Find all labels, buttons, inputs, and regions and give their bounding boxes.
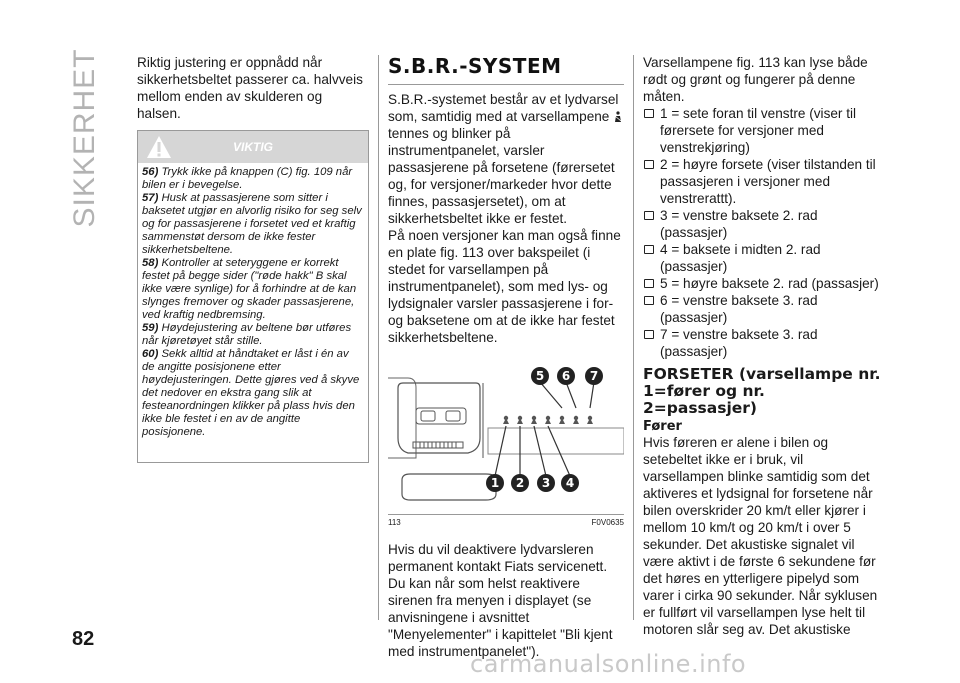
checkbox-bullet-icon xyxy=(644,109,654,118)
page-number: 82 xyxy=(72,628,95,650)
lamp-list-item: 7 = venstre baksete 3. rad (passasjer) xyxy=(643,326,883,360)
figure-number: 113 xyxy=(388,518,401,527)
column-divider xyxy=(633,55,634,620)
lamp-list-item: 6 = venstre baksete 3. rad (passasjer) xyxy=(643,292,883,326)
forseter-heading: FORSETER (varsellampe nr. 1=fører og nr. 2=passasjer) xyxy=(643,365,881,417)
svg-text:1: 1 xyxy=(490,476,500,490)
figure-code: F0V0635 xyxy=(591,518,624,527)
svg-text:2: 2 xyxy=(515,476,525,490)
svg-text:5: 5 xyxy=(535,369,545,383)
warning-item: 60) Sekk alltid at håndtaket er låst i én av de angitte posisjonene etter høydejusteringen. Dette gjøres ved å skyve det nedover en ekstra gang slik at festeanordningen klikker på plass hvis den ikke ble festet i en av de angitte posisjonene. xyxy=(142,348,360,438)
warning-item: 57) Husk at passasjerene som sitter i baksetet utgjør en alvorlig risiko for seg selv og for passasjerene i forsetet ved et kraftig sammenstøt dersom de ikke fester sikkerhetsbeltene. xyxy=(142,192,362,256)
column-1 xyxy=(137,54,369,122)
forer-paragraph: Hvis føreren er alene i bilen og setebeltet ikke er i bruk, vil varsellampen blinke samtidig som det aktiveres et lydsignal for forsetene når bilen overskrider 20 km/t eller kjører i mellom 10 km/t og 20 km/t i over 5 sekunder. Det akustiske signalet vil være aktivt i de første 6 sekundene før det høres en ytterligere pipelyd som varer i cirka 90 sekunder. Når syklusen er fullført vil varsellampen lyse helt til motoren slår seg av. Det akustiske xyxy=(643,435,878,637)
warning-label: VIKTIG xyxy=(232,140,273,154)
svg-text:7: 7 xyxy=(589,369,599,383)
section-heading: S.B.R.-SYSTEM xyxy=(388,54,562,78)
checkbox-bullet-icon xyxy=(644,245,654,254)
warning-header xyxy=(138,131,368,163)
svg-text:3: 3 xyxy=(541,476,551,490)
overhead-panel-illustration xyxy=(388,358,624,508)
lamp-intro: Varsellampene fig. 113 kan lyse både rødt og grønt og fungerer på denne måten. xyxy=(643,55,868,104)
column-3 xyxy=(643,54,883,638)
lamp-list-item: 5 = høyre baksete 2. rad (passasjer) xyxy=(643,275,883,292)
seatbelt-warning-icon xyxy=(613,111,623,123)
warning-item: 58) Kontroller at seteryggene er korrekt festet på begge sider ("røde hakk" B skal ikke være synlige) for å forhindre at de kan slynges fremover og skader passasjerene, ved kraftig nedbremsing. xyxy=(142,257,357,321)
sbr-paragraph: S.B.R.-systemet består av et lydvarsel som, samtidig med at varsellampene tennes og blinker på instrumentpanelet, varsler passasjerene på forsetene (førersetet og, for versjoner/markeder hvor dette finnes, passasjersetet), om at sikkerhetsbeltet ikke er festet. xyxy=(388,91,624,227)
column-2 xyxy=(388,54,624,660)
figure-caption xyxy=(388,514,624,527)
heading-rule xyxy=(388,84,624,85)
svg-text:4: 4 xyxy=(565,476,575,490)
warning-list xyxy=(138,163,368,439)
deactivate-paragraph: Hvis du vil deaktivere lydvarsleren permanent kontakt Fiats servicenett. Du kan når som helst reaktivere sirenen fra menyen i displayet (se anvisningene i avsnittet "Menyelementer" i kapittelet "Bli kjent med instrumentpanelet"). xyxy=(388,542,613,659)
figure-113 xyxy=(388,358,624,508)
forer-subheading: Fører xyxy=(643,419,682,434)
lamp-list-item: 4 = baksete i midten 2. rad (passasjer) xyxy=(643,241,883,275)
checkbox-bullet-icon xyxy=(644,279,654,288)
sbr-paragraph-2: På noen versjoner kan man også finne en plate fig. 113 over bakspeilet (i stedet for varsellampen på instrumentpanelet), som med lys- og lydsignaler varsler passasjerene i for- og baksetene om at de ikke har festet sikkerhetsbeltene. xyxy=(388,228,621,345)
chapter-side-title: SIKKERHET xyxy=(68,47,101,228)
checkbox-bullet-icon xyxy=(644,160,654,169)
warning-box xyxy=(137,130,369,463)
intro-paragraph: Riktig justering er oppnådd når sikkerhetsbeltet passerer ca. halvveis mellom enden av skulderen og halsen. xyxy=(137,55,363,121)
svg-text:6: 6 xyxy=(561,369,571,383)
column-divider xyxy=(378,55,379,620)
checkbox-bullet-icon xyxy=(644,296,654,305)
warning-item: 59) Høydejustering av beltene bør utføres når kjøretøyet står stille. xyxy=(142,322,352,347)
footer-watermark: carmanualsonline.info xyxy=(470,650,747,678)
lamp-list-item: 1 = sete foran til venstre (viser til førersete for versjoner med venstrekjøring) xyxy=(643,105,883,156)
warning-item: 56) Trykk ikke på knappen (C) fig. 109 når bilen er i bevegelse. xyxy=(142,166,353,191)
checkbox-bullet-icon xyxy=(644,211,654,220)
lamp-list-item: 2 = høyre forsete (viser tilstanden til passasjeren i versjoner med venstrerattt). xyxy=(643,156,883,207)
lamp-list-item: 3 = venstre baksete 2. rad (passasjer) xyxy=(643,207,883,241)
checkbox-bullet-icon xyxy=(644,330,654,339)
